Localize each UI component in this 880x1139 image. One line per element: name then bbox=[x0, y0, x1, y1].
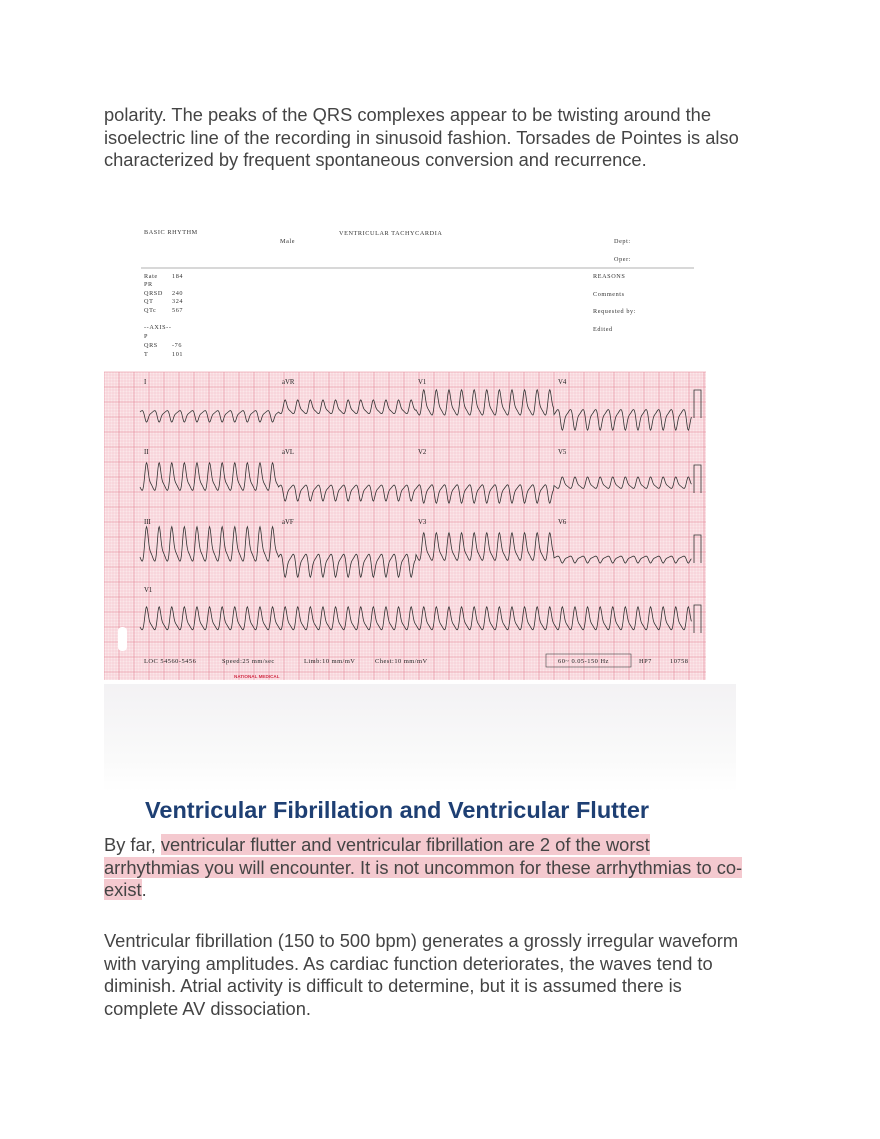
ecg-lead-label: I bbox=[144, 379, 147, 386]
ecg-footer-filter: 60~ 0.05-150 Hz bbox=[558, 658, 609, 665]
ecg-right-field: REASONS bbox=[593, 273, 626, 280]
ecg-figure bbox=[104, 222, 734, 762]
paragraph-prefix: By far, bbox=[104, 834, 161, 855]
ecg-meas-value: 184 bbox=[172, 273, 184, 280]
ecg-lead-label: V4 bbox=[558, 379, 567, 386]
ecg-meas-label: QT bbox=[144, 298, 154, 305]
ecg-axis-value: 101 bbox=[172, 351, 184, 358]
ecg-footer-device: HP7 bbox=[639, 658, 652, 665]
intro-paragraph: polarity. The peaks of the QRS complexes appear to be twisting around the isoelectric line of the recording in sinusoid fashion. Torsades de Pointes is also characterized by frequent spontaneous conversion and recurrence. bbox=[104, 104, 739, 171]
ecg-right-field: Comments bbox=[593, 291, 625, 298]
ecg-axis-label: T bbox=[144, 351, 149, 358]
paragraph-vfib: Ventricular fibrillation (150 to 500 bpm) generates a grossly irregular waveform with varying amplitudes. As cardiac function deteriorates, the waves tend to diminish. Atrial activity is difficult to determine, but it is assumed there is complete AV dissociation. bbox=[104, 930, 739, 1020]
ecg-punch-hole bbox=[118, 627, 127, 651]
ecg-meas-value: 567 bbox=[172, 307, 184, 314]
ecg-lead-label: III bbox=[144, 519, 151, 526]
ecg-lead-label: V1 bbox=[418, 379, 427, 386]
ecg-right-field: Edited bbox=[593, 326, 613, 333]
ecg-dept: Dept: bbox=[614, 238, 631, 245]
ecg-lead-label: V6 bbox=[558, 519, 567, 526]
ecg-lead-label: V2 bbox=[418, 449, 427, 456]
ecg-axis-label: QRS bbox=[144, 342, 158, 349]
ecg-sex: Male bbox=[280, 238, 296, 245]
ecg-oper: Oper: bbox=[614, 256, 632, 263]
paragraph-suffix: . bbox=[141, 879, 147, 901]
ecg-footer-speed: Speed:25 mm/sec bbox=[222, 658, 275, 665]
ecg-meas-label: QRSD bbox=[144, 290, 163, 297]
paragraph-flutter bbox=[104, 834, 744, 902]
ecg-footer-chest: Chest:10 mm/mV bbox=[375, 658, 428, 665]
ecg-meas-label: QTc bbox=[144, 307, 157, 314]
ecg-footer-limb: Limb:10 mm/mV bbox=[304, 658, 356, 665]
ecg-axis-label: P bbox=[144, 333, 149, 340]
ecg-right-field: Requested by: bbox=[593, 308, 637, 315]
ecg-footer-number: 10758 bbox=[670, 658, 689, 665]
ecg-meas-value: 240 bbox=[172, 290, 184, 297]
ecg-meas-label: Rate bbox=[144, 273, 158, 280]
ecg-footer-loc: LOC 54560-5456 bbox=[144, 658, 197, 665]
section-heading: Ventricular Fibrillation and Ventricular Flutter bbox=[145, 797, 650, 823]
ecg-lead-label: aVL bbox=[282, 449, 295, 456]
ecg-meas-value: 324 bbox=[172, 298, 184, 305]
ecg-diagnosis: VENTRICULAR TACHYCARDIA bbox=[339, 230, 443, 237]
ecg-lead-label: V5 bbox=[558, 449, 567, 456]
ecg-basic-rhythm: BASIC RHYTHM bbox=[144, 229, 198, 236]
highlighted-text: ventricular flutter and ventricular fibrillation are 2 of the worst arrhythmias you will encounter. It is not uncommon for these arrhythmias to co-exist bbox=[104, 834, 743, 901]
ecg-meas-label: PR bbox=[144, 281, 153, 288]
ecg-lead-label: V3 bbox=[418, 519, 427, 526]
ecg-axis-value: -76 bbox=[172, 342, 183, 349]
ecg-lead-label: aVF bbox=[282, 519, 294, 526]
ecg-lead-label: aVR bbox=[282, 379, 295, 386]
ecg-axis-title: --AXIS-- bbox=[144, 324, 172, 331]
ecg-brand: NATIONAL MEDICAL bbox=[234, 674, 280, 679]
ecg-lead-label: V1 bbox=[144, 587, 153, 594]
ecg-lead-label: II bbox=[144, 449, 149, 456]
